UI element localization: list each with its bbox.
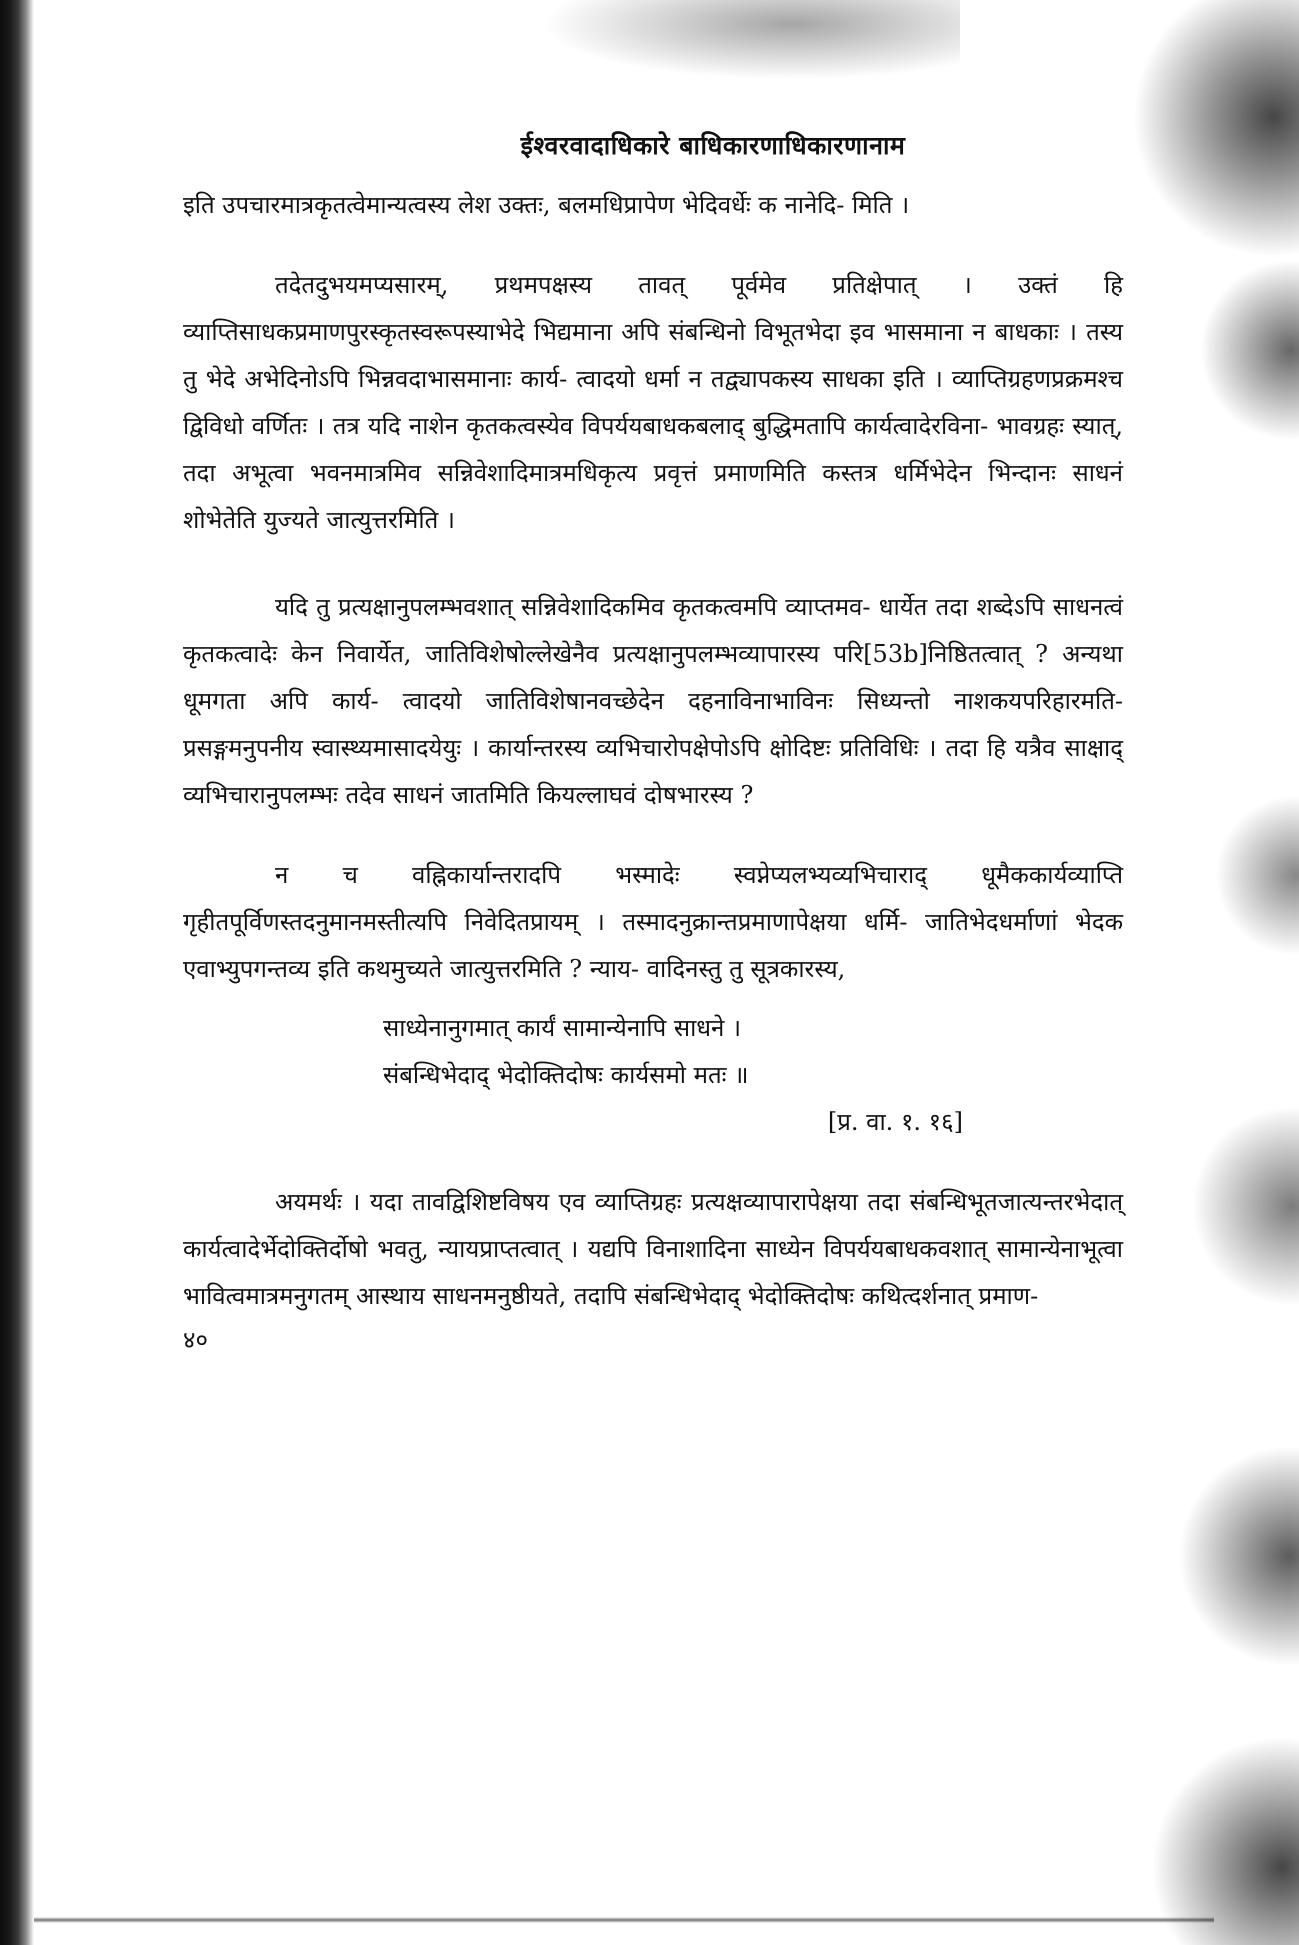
scan-bottom-edge bbox=[34, 1917, 1214, 1923]
verse-reference: [प्र. वा. १. १६] bbox=[827, 1108, 963, 1136]
paragraph-3: यदि तु प्रत्यक्षानुपलम्भवशात् सन्निवेशादिकमिव कृतकत्वमपि व्याप्तमव- धार्येत तदा शब्देऽपि साधनत्वं कृतकत्वादेः केन निवार्येत, जातिविशेषोल्लेखेनैव प्रत्यक्षानुपलम्भव्यापारस्य परि[53b]निष्ठितत्वात् ? अन्यथा धूमगता अपि कार्य- त्वादयो जातिविशेषानवच्छेदेन दहनाविनाभाविनः सिध्यन्तो नाशकयपरिहारमति- प्रसङ्गमनुपनीय स्वास्थ्यमासादयेयुः । कार्यान्तरस्य व्यभिचारोपक्षेपोऽपि क्षोदिष्टः प्रतिविधिः । तदा हि यत्रैव साक्षाद् व्यभिचारानुपलम्भः तदेव साधनं जातमिति कियल्लाघवं दोषभारस्य ? bbox=[183, 593, 1123, 809]
page-number: ४० bbox=[183, 1326, 208, 1354]
paragraph-1: इति उपचारमात्रकृतत्वेमान्यत्वस्य लेश उक्तः, बलमधिप्रापेण भेदिवर्धेः क नानेदि- मिति । bbox=[183, 191, 910, 219]
paragraph-2: तदेतदुभयमप्यसारम्, प्रथमपक्षस्य तावत् पूर्वमेव प्रतिक्षेपात् । उक्तं हि व्याप्तिसाधकप्रमाणपुरस्कृतस्वरूपस्याभेदे भिद्यमाना अपि संबन्धिनो विभूतभेदा इव भासमाना न बाधकाः । तस्य तु भेदे अभेदिनोऽपि भिन्नवदाभासमानाः कार्य- त्वादयो धर्मा न तद्व्यापकस्य साधका इति । व्याप्तिग्रहणप्रक्रमश्च द्विविधो वर्णितः । तत्र यदि नाशेन कृतकत्वस्येव विपर्ययबाधकबलाद् बुद्धिमतापि कार्यत्वादेरविना- भावग्रहः स्यात्, तदा अभूत्वा भवनमात्रमिव सन्निवेशादिमात्रमधिकृत्य प्रवृत्तं प्रमाणमिति कस्तत्र धर्मिभेदेन भिन्दानः साधनं शोभेतेति युज्यते जात्युत्तरमिति । bbox=[183, 271, 1123, 534]
verse-block bbox=[183, 1005, 1123, 1146]
verse-line-2: संबन्धिभेदाद् भेदोक्तिदोषः कार्यसमो मतः ॥ bbox=[383, 1061, 749, 1089]
scan-left-edge bbox=[0, 0, 34, 1945]
paragraph-5: अयमर्थः । यदा तावद्विशिष्टविषय एव व्याप्तिग्रहः प्रत्यक्षव्यापारापेक्षया तदा संबन्धिभूतजात्यन्तरभेदात् कार्यत्वादेर्भेदोक्तिर्दोषो भवतु, न्यायप्राप्तत्वात् । यद्यपि विनाशादिना साध्येन विपर्ययबाधकवशात् सामान्येनाभूत्वा भावित्वमात्रमनुगतम् आस्थाय साधनमनुष्ठीयते, तदापि संबन्धिभेदाद् भेदोक्तिदोषः कथित्दर्शनात् प्रमाण- bbox=[183, 1188, 1123, 1310]
paragraph-gap bbox=[183, 819, 1123, 852]
paragraph-gap bbox=[183, 544, 1123, 584]
scan-right-noise bbox=[1129, 0, 1299, 1945]
running-head: ईश्वरवादाधिकारे बाधिकारणाधिकारणानाम bbox=[520, 131, 906, 160]
document-page bbox=[183, 128, 1123, 1888]
verse-line-1: साध्येनानुगमात् कार्यं सामान्येनापि साधने । bbox=[383, 1014, 742, 1042]
paragraph-4: न च वह्निकार्यान्तरादपि भस्मादेः स्वप्नेप्यलभ्यव्यभिचाराद् धूमैककार्यव्याप्ति गृहीतपूर्विणस्तदनुमानमस्तीत्यपि निवेदितप्रायम् । तस्मादनुक्रान्तप्रमाणापेक्षया धर्मि- जातिभेदधर्माणां भेदक एवाभ्युपगन्तव्य इति कथमुच्यते जात्युत्तरमिति ? न्याय- वादिनस्तु तु सूत्रकारस्य, bbox=[183, 861, 1123, 983]
paragraph-gap bbox=[183, 229, 1123, 262]
paragraph-gap bbox=[183, 1146, 1123, 1179]
scan-top-noise bbox=[540, 0, 960, 80]
